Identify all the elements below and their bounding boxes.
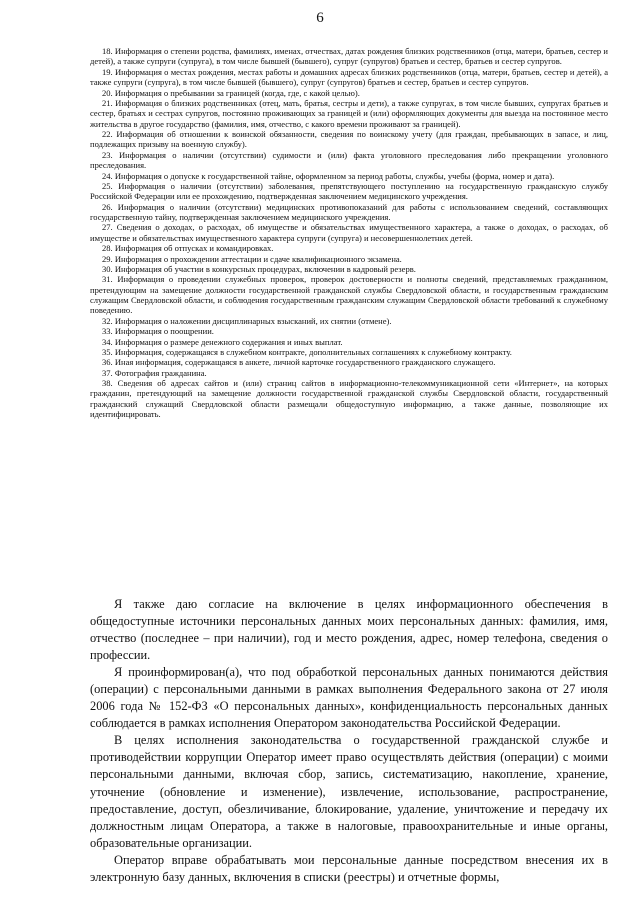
list-item: 19. Информация о местах рождения, местах работы и домашних адресах близких родственников (отца, матери, братьев, сестер и детей), а также супруги (супруга), в том числе бывшей (бывшего), супруг (супругов) братьев и сестер, братьев и сестер супругов. — [90, 66, 608, 88]
list-item: 38. Сведения об адресах сайтов и (или) страниц сайтов в информационно-телекоммуникационной сети «Интернет», на которых гражданин, претендующий на замещение должности государственной гражданской службы Свердловской области, государственный гражданский служащий Свердловской области размещали общедоступную информацию, а также данные, позволяющие их идентифицировать. — [90, 378, 608, 420]
list-item: 33. Информация о поощрении. — [102, 326, 214, 337]
list-item: 34. Информация о размере денежного содержания и иных выплат. — [102, 336, 343, 347]
list-item: 28. Информация об отпусках и командировках. — [102, 243, 274, 254]
body-paragraph: Оператор вправе обрабатывать мои персональные данные посредством внесения их в электронную базу данных, включения в списки (реестры) и отчетные формы, — [90, 852, 608, 884]
list-item: 23. Информация о наличии (отсутствии) судимости и (или) факта уголовного преследования либо прекращении уголовного преследования. — [90, 149, 608, 171]
list-item: 21. Информация о близких родственниках (отец, мать, братья, сестры и дети), а также супругах, в том числе бывших, супругах братьев и сестер, братьях и сестрах супругов, постоянно проживающих за границей и (или) оформляющих документы для выезда на постоянное место жительства в другое государство (фамилия, имя, отчество, с какого времени проживают за границей). — [90, 97, 608, 129]
list-item: 30. Информация об участии в конкурсных процедурах, включении в кадровый резерв. — [102, 263, 416, 274]
body-paragraph: В целях исполнения законодательства о государственной гражданской службе и противодействии коррупции Оператор имеет право осуществлять действия (операции) с моими персональными данными, включая сбор, запись, систематизацию, накопление, хранение, уточнение (обновление и изменение), извлечение, использование, распространение, предоставление, доступ, обезличивание, блокирование, удаление, уничтожение и передачу их должностным лицам Оператора, а также в налоговые, правоохранительные и иные органы, образовательные организации. — [90, 733, 608, 850]
consent-body — [90, 596, 608, 886]
body-paragraph: Я проинформирован(а), что под обработкой персональных данных понимаются действия (операции) с персональными данными в рамках выполнения Федерального закона от 27 июля 2006 года № 152-ФЗ «О персональных данных», конфиденциальность персональных данных соблюдается в рамках исполнения Оператором законодательства Российской Федерации. — [90, 665, 608, 731]
list-item: 27. Сведения о доходах, о расходах, об имуществе и обязательствах имущественного характера, а также о доходах, о расходах, об имуществе и обязательствах имущественного характера супруги (супруга) и несовершеннолетних детей. — [90, 222, 608, 243]
list-item: 20. Информация о пребывании за границей (когда, где, с какой целью). — [102, 87, 360, 98]
list-item: 18. Информация о степени родства, фамилиях, именах, отчествах, датах рождения близких родственников (отца, матери, братьев, сестер и детей), а также супруги (супруга), в том числе бывшей (бывшего), супруг (супругов) братьев и сестер, братьев и сестер супругов. — [90, 46, 608, 67]
list-item: 26. Информация о наличии (отсутствии) медицинских противопоказаний для работы с использованием сведений, составляющих государственную тайну, подтвержденная заключением медицинского учреждения. — [90, 201, 608, 222]
page-number: 6 — [316, 10, 324, 26]
list-item: 25. Информация о наличии (отсутствии) заболевания, препятствующего поступлению на государственную гражданскую службу Российской Федерации или ее прохождению, подтвержденная заключением медицинского учреждения. — [90, 180, 608, 202]
body-paragraph: Я также даю согласие на включение в целях информационного обеспечения в общедоступные источники персональных данных моих персональных данных: фамилия, имя, отчество (последнее – при наличии), год и место рождения, адрес, номер телефона, сведения о профессии. — [90, 597, 608, 663]
list-item: 24. Информация о допуске к государственной тайне, оформленном за период работы, службы, учебы (форма, номер и дата). — [102, 170, 555, 181]
list-item: 35. Информация, содержащаяся в служебном контракте, дополнительных соглашениях к служебному контракту. — [102, 346, 512, 357]
list-item: 31. Информация о проведении служебных проверок, проверок достоверности и полноты сведений, представляемых гражданином, претендующим на замещение должности государственной гражданской службы Свердловской области, и государственным гражданским служащим Свердловской области, и соблюдения государственным гражданским служащим Свердловской области требований к служебному поведению. — [90, 274, 608, 316]
list-item: 36. Иная информация, содержащаяся в анкете, личной карточке государственного гражданского служащего. — [102, 357, 496, 368]
list-item: 32. Информация о наложении дисциплинарных взысканий, их снятии (отмене). — [102, 315, 392, 326]
list-item: 37. Фотография гражданина. — [102, 367, 207, 378]
personal-data-list — [90, 46, 608, 420]
list-item: 29. Информация о прохождении аттестации и сдаче квалификационного экзамена. — [102, 253, 402, 264]
list-item: 22. Информация об отношении к воинской обязанности, сведения по воинскому учету (для граждан, пребывающих в запасе, и лиц, подлежащих призыву на военную службу). — [90, 129, 608, 150]
